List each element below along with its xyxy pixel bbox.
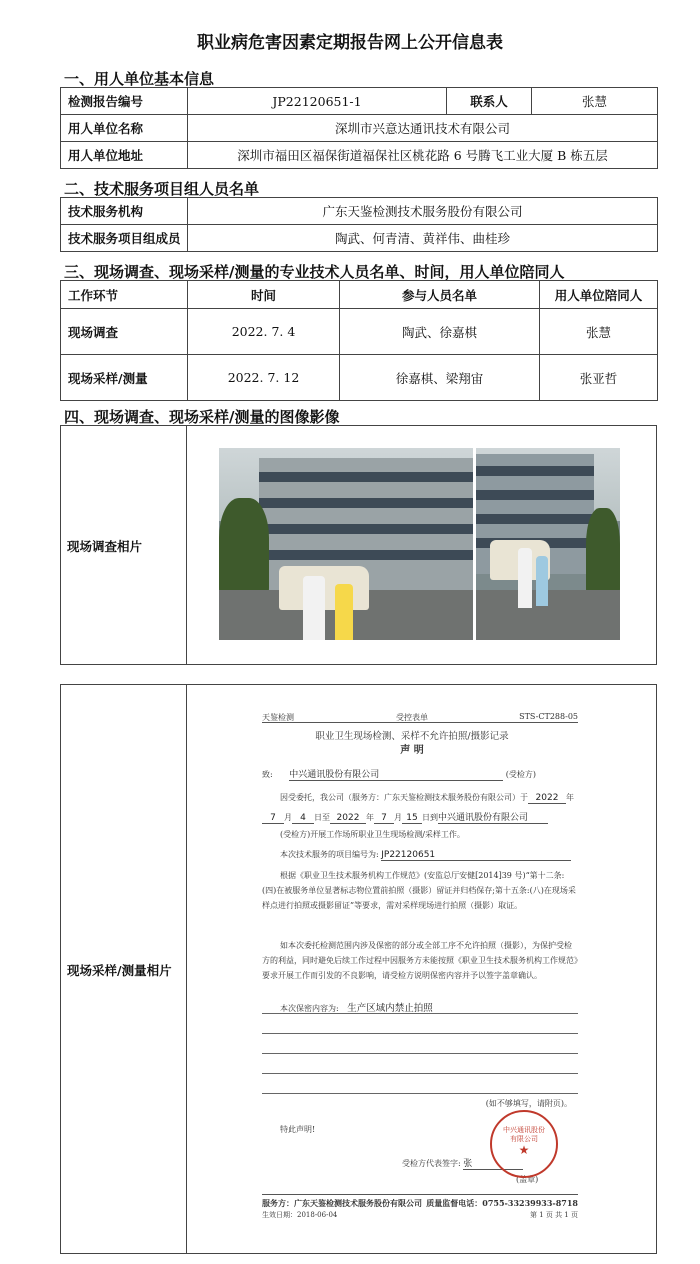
doc-day1: 4 bbox=[292, 813, 314, 824]
seal-star-icon: ★ bbox=[518, 1143, 530, 1157]
doc-end: 特此声明! bbox=[280, 1125, 316, 1134]
unit-addr-value: 深圳市福田区福保街道福保社区桃花路 6 号腾飞工业大厦 B 栋五层 bbox=[188, 142, 658, 169]
doc-text: 月 bbox=[284, 813, 292, 822]
survey-photo-label: 现场调查相片 bbox=[67, 539, 143, 554]
report-no-value: JP22120651-1 bbox=[188, 88, 447, 115]
doc-note: (如不够填写，请附页)。 bbox=[485, 1099, 572, 1108]
doc-signature: 张 bbox=[463, 1156, 523, 1170]
sampling-photo-label: 现场采样/测量相片 bbox=[67, 963, 172, 978]
doc-year2: 2022 bbox=[330, 813, 366, 824]
doc-secret-content: 生产区域内禁止拍照 bbox=[347, 1003, 433, 1014]
doc-para5: 如本次委托检测范围内涉及保密的部分或全部工序不允许拍照（摄影），为保护受检方的利益，同时避免后续工作过程中因服务方未能按照《职业卫生技术服务机构工作规范》要求开展工作而引发的不良影响，请受检方说明保密内容并予以签字盖章确认。 bbox=[262, 941, 578, 980]
doc-para2: (受检方)开展工作场所职业卫生现场检测/采样工作。 bbox=[280, 830, 465, 839]
field-header-time: 时间 bbox=[188, 281, 340, 309]
doc-footer-left: 服务方：广东天鉴检测技术服务股份有限公司 bbox=[262, 1198, 422, 1208]
doc-text: 年 bbox=[566, 793, 574, 802]
unit-name-value: 深圳市兴意达通讯技术有限公司 bbox=[188, 115, 658, 142]
org-value: 广东天鉴检测技术服务股份有限公司 bbox=[188, 198, 658, 225]
escort-cell: 张亚哲 bbox=[540, 355, 658, 401]
survey-photo-1 bbox=[219, 448, 473, 640]
sampling-declaration-document bbox=[232, 700, 592, 1220]
basic-info-table bbox=[60, 87, 658, 169]
team-table bbox=[60, 197, 658, 252]
table-row bbox=[61, 355, 658, 401]
time-cell: 2022. 7. 12 bbox=[188, 355, 340, 401]
doc-header-left: 天鉴检测 bbox=[262, 713, 294, 722]
doc-subtitle: 声 明 bbox=[400, 745, 424, 756]
doc-to-prefix: 致: bbox=[262, 770, 273, 779]
doc-title: 职业卫生现场检测、采样不允许拍照/摄影记录 bbox=[315, 731, 509, 742]
survey-photo-2 bbox=[476, 448, 620, 640]
contact-value: 张慧 bbox=[532, 88, 658, 115]
section-2-heading: 二、技术服务项目组人员名单 bbox=[64, 180, 260, 198]
doc-to-company: 中兴通讯股份有限公司 bbox=[289, 767, 503, 781]
doc-footer-page: 第 1 页 共 1 页 bbox=[529, 1211, 578, 1219]
doc-month2: 7 bbox=[374, 813, 394, 824]
doc-header-mid: 受控表单 bbox=[396, 713, 428, 722]
report-no-label: 检测报告编号 bbox=[61, 88, 188, 115]
doc-footer-date: 生效日期：2018-06-04 bbox=[262, 1211, 338, 1219]
contact-label: 联系人 bbox=[447, 88, 532, 115]
org-label: 技术服务机构 bbox=[61, 198, 188, 225]
doc-project-no: JP22120651 bbox=[381, 850, 571, 861]
doc-text: 日到 bbox=[422, 813, 438, 822]
doc-day2: 15 bbox=[402, 813, 422, 824]
section-4-heading: 四、现场调查、现场采样/测量的图像影像 bbox=[64, 408, 340, 426]
stage-cell: 现场采样/测量 bbox=[61, 355, 188, 401]
company-seal bbox=[490, 1110, 558, 1178]
field-table bbox=[60, 280, 658, 401]
doc-para1: 因受委托，我公司（服务方：广东天鉴检测技术服务股份有限公司）于 bbox=[280, 793, 528, 802]
unit-addr-label: 用人单位地址 bbox=[61, 142, 188, 169]
section-1-heading: 一、用人单位基本信息 bbox=[64, 70, 215, 88]
page-title: 职业病危害因素定期报告网上公开信息表 bbox=[197, 33, 503, 53]
people-cell: 陶武、徐嘉棋 bbox=[340, 309, 540, 355]
doc-text: 年 bbox=[366, 813, 374, 822]
doc-para3: 本次技术服务的项目编号为: bbox=[280, 850, 379, 859]
unit-name-label: 用人单位名称 bbox=[61, 115, 188, 142]
time-cell: 2022. 7. 4 bbox=[188, 309, 340, 355]
field-header-escort: 用人单位陪同人 bbox=[540, 281, 658, 309]
doc-stamp-label: (盖章) bbox=[516, 1175, 539, 1184]
table-row bbox=[61, 309, 658, 355]
escort-cell: 张慧 bbox=[540, 309, 658, 355]
doc-company2: 中兴通讯股份有限公司 bbox=[438, 810, 548, 824]
doc-text: 月 bbox=[394, 813, 402, 822]
doc-footer-right: 质量监督电话：0755-33239933-8718 bbox=[426, 1198, 578, 1208]
members-value: 陶武、何青清、黄祥伟、曲桂珍 bbox=[188, 225, 658, 252]
doc-text: 日至 bbox=[314, 813, 330, 822]
doc-header-right: STS-CT288-05 bbox=[519, 712, 578, 721]
field-header-people: 参与人员名单 bbox=[340, 281, 540, 309]
doc-para4: 根据《职业卫生技术服务机构工作规范》(安监总厅安健[2014]39 号)“第十二条:(四)在被服务单位显著标志物位置前拍照（摄影）留证并归档保存;第十五条:(八)在现场采样点进行拍照或摄影留证”等要求，需对采样现场进行拍照（摄影）取证。 bbox=[262, 871, 576, 910]
doc-month1: 7 bbox=[262, 813, 284, 824]
section-3-heading: 三、现场调查、现场采样/测量的专业技术人员名单、时间，用人单位陪同人 bbox=[64, 263, 565, 281]
stage-cell: 现场调查 bbox=[61, 309, 188, 355]
doc-para6: 本次保密内容为: bbox=[280, 1004, 339, 1013]
doc-sign-label: 受检方代表签字: bbox=[402, 1159, 461, 1168]
people-cell: 徐嘉棋、梁翔宙 bbox=[340, 355, 540, 401]
members-label: 技术服务项目组成员 bbox=[61, 225, 188, 252]
field-header-stage: 工作环节 bbox=[61, 281, 188, 309]
doc-year: 2022 bbox=[528, 793, 566, 804]
seal-text: 中兴通讯股份有限公司 bbox=[503, 1126, 545, 1143]
doc-to-suffix: (受检方) bbox=[505, 770, 537, 779]
